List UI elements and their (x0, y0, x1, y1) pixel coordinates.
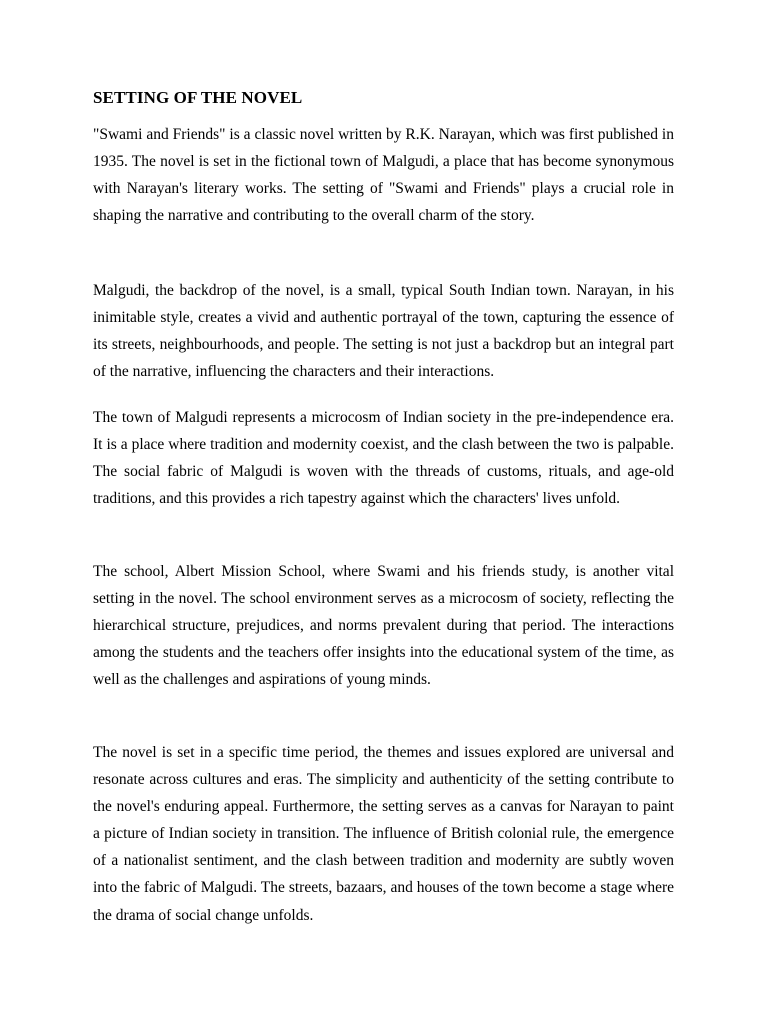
paragraph-malgudi-backdrop: Malgudi, the backdrop of the novel, is a small, typical South Indian town. Narayan, in his inimitable style, creates a vivid and authentic portrayal of the town, capturing the essence of its streets, neighbourhoods, and people. The setting is not just a backdrop but an integral part of the narrative, influencing the characters and their interactions. (93, 282, 674, 381)
paragraph-intro: "Swami and Friends" is a classic novel written by R.K. Narayan, which was first published in 1935. The novel is set in the fictional town of Malgudi, a place that has become synonymous with Narayan's literary works. The setting of "Swami and Friends" plays a crucial role in shaping the narrative and contributing to the overall charm of the story. (93, 126, 674, 225)
paragraph-microcosm: The town of Malgudi represents a microcosm of Indian society in the pre-independence era. It is a place where tradition and modernity coexist, and the clash between the two is palpable. The social fabric of Malgudi is woven with the threads of customs, rituals, and age-old traditions, and this provides a rich tapestry against which the characters' lives unfold. (93, 409, 674, 508)
paragraph-time-period: The novel is set in a specific time period, the themes and issues explored are universal and resonate across cultures and eras. The simplicity and authenticity of the setting contribute to the novel's enduring appeal. Furthermore, the setting serves as a canvas for Narayan to paint a picture of Indian society in transition. The influence of British colonial rule, the emergence of a nationalist sentiment, and the clash between tradition and modernity are subtly woven into the fabric of Malgudi. The streets, bazaars, and houses of the town become a stage where the drama of social change unfolds. (93, 744, 674, 924)
paragraph-school: The school, Albert Mission School, where Swami and his friends study, is another vital setting in the novel. The school environment serves as a microcosm of society, reflecting the hierarchical structure, prejudices, and norms prevalent during that period. The interactions among the students and the teachers offer insights into the educational system of the time, as well as the challenges and aspirations of young minds. (93, 563, 674, 689)
page-title: SETTING OF THE NOVEL (93, 88, 303, 107)
